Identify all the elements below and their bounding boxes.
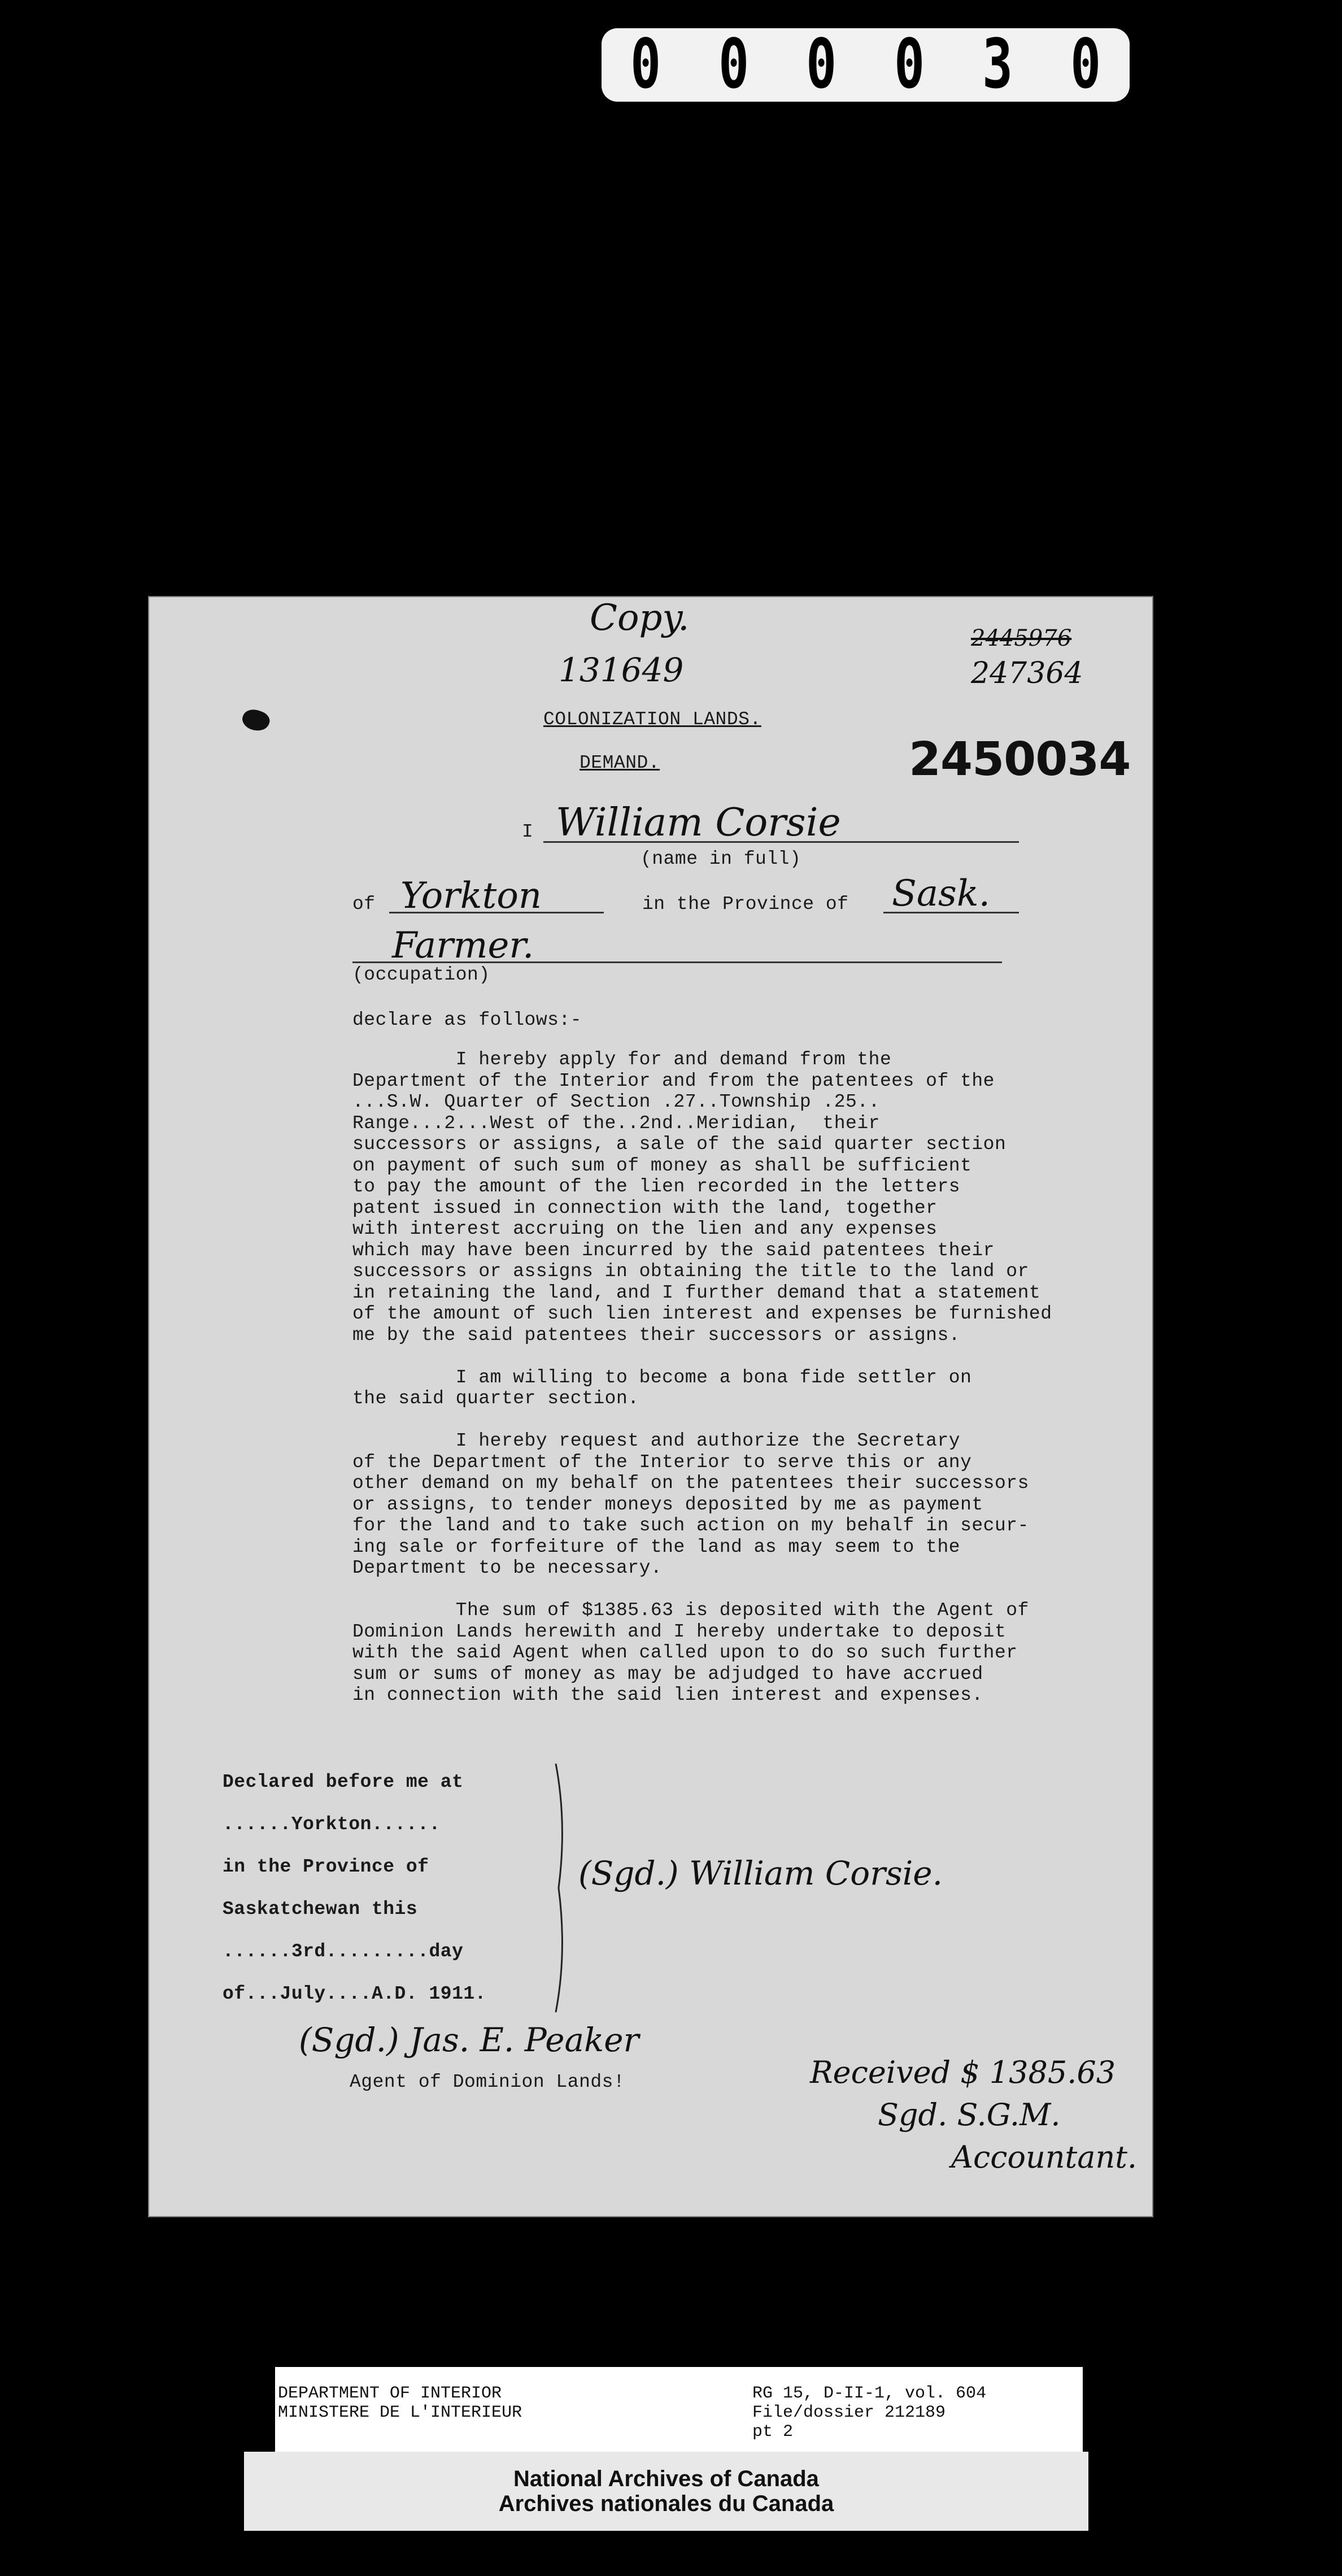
annotation-number: 131649 [559, 651, 684, 689]
body-line: on payment of such sum of money as shall be sufficient [352, 1155, 972, 1176]
receipt-line: Accountant. [951, 2139, 1138, 2175]
heading: COLONIZATION LANDS. [543, 709, 761, 730]
town-name: Yorkton [400, 875, 542, 917]
body-line: I am willing to become a bona fide settler on [352, 1367, 972, 1388]
body-line [352, 1346, 1052, 1367]
body-line: of the Department of the Interior to serve this or any [352, 1451, 972, 1473]
body-line: or assigns, to tender moneys deposited by me as payment [352, 1494, 983, 1515]
applicant-signature: (Sgd.) William Corsie. [578, 1854, 943, 1892]
pronoun-i: I [522, 821, 534, 842]
declared-line: Declared before me at [223, 1772, 464, 1792]
department-line: DEPARTMENT OF INTERIOR [278, 2384, 502, 2403]
body-line: of the amount of such lien interest and expenses be furnished [352, 1303, 1052, 1324]
frame-digit: 0 [806, 25, 837, 104]
agent-signature: (Sgd.) Jas. E. Peaker [299, 2021, 639, 2059]
body-line: successors or assigns in obtaining the title to the land or [352, 1261, 1029, 1282]
reference-line: RG 15, D-II-1, vol. 604 [752, 2384, 987, 2403]
body-line [352, 1409, 1052, 1431]
department-line: MINISTERE DE L'INTERIEUR [278, 2403, 522, 2422]
body-text [352, 1049, 1052, 1706]
document-page [148, 596, 1153, 2217]
archive-title-fr: Archives nationales du Canada [498, 2491, 834, 2516]
body-line [352, 1579, 1052, 1600]
frame-counter [602, 25, 1130, 104]
declaration-block [223, 1761, 486, 2015]
body-line: successors or assigns, a sale of the said quarter section [352, 1134, 1006, 1155]
applicant-name: William Corsie [556, 800, 841, 845]
bracket [553, 1761, 570, 2015]
subheading: DEMAND. [580, 752, 660, 773]
body-line: ...S.W. Quarter of Section .27..Township .25.. [352, 1091, 880, 1112]
body-line: Dominion Lands herewith and I hereby undertake to deposit [352, 1621, 1006, 1642]
annotation-copy: Copy. [590, 597, 690, 639]
receipt-line: Sgd. S.G.M. [878, 2097, 1061, 2133]
body-line: ing sale or forfeiture of the land as may seem to the [352, 1536, 961, 1557]
occupation: Farmer. [392, 925, 534, 967]
town-line [389, 912, 604, 913]
body-line: sum or sums of money as may be adjudged to have accrued [352, 1663, 983, 1685]
bracket-icon [553, 1761, 570, 2015]
province-line [883, 912, 1019, 913]
frame-digit: 0 [630, 25, 661, 104]
province-label: in the Province of [642, 894, 849, 915]
occupation-caption: (occupation) [352, 964, 490, 985]
occupation-line [352, 961, 1002, 963]
number-right: 247364 [971, 656, 1083, 690]
body-line: the said quarter section. [352, 1388, 639, 1409]
frame-digit: 0 [894, 25, 925, 104]
body-line: other demand on my behalf on the patentees their successors [352, 1473, 1029, 1494]
declared-line: of...July....A.D. 1911. [223, 1983, 486, 2004]
body-line: with the said Agent when called upon to do so such further [352, 1642, 1018, 1663]
body-line: for the land and to take such action on my behalf in secur- [352, 1515, 1029, 1536]
declare-line: declare as follows:- [352, 1009, 582, 1030]
body-line: which may have been incurred by the said patentees their [352, 1239, 995, 1261]
body-line: in retaining the land, and I further demand that a statement [352, 1282, 1041, 1303]
body-line: Department to be necessary. [352, 1557, 663, 1578]
body-line: in connection with the said lien interest and expenses. [352, 1685, 983, 1705]
agent-title: Agent of Dominion Lands! [350, 2072, 625, 2092]
frame-digit: 3 [982, 25, 1013, 104]
reference-line: pt 2 [752, 2422, 794, 2442]
body-line: Department of the Interior and from the patentees of the [352, 1070, 995, 1091]
frame-digit: 0 [1070, 25, 1101, 104]
body-line: me by the said patentees their successors or assigns. [352, 1324, 961, 1346]
stamp-number: 2450034 [909, 733, 1131, 786]
province-name: Sask. [892, 873, 990, 915]
body-line: I hereby apply for and demand from the [352, 1049, 892, 1070]
body-line: with interest accruing on the lien and any expenses [352, 1219, 938, 1239]
frame-digit: 0 [718, 25, 749, 104]
receipt-line: Received $ 1385.63 [810, 2055, 1116, 2090]
declared-line: ......3rd.........day [223, 1941, 464, 1962]
body-line: patent issued in connection with the land, together [352, 1197, 938, 1219]
of-label: of [352, 894, 376, 915]
declared-line: ......Yorkton...... [223, 1814, 441, 1835]
declared-line: in the Province of [223, 1856, 429, 1877]
ink-blot [239, 706, 272, 734]
body-line: Range...2...West of the..2nd..Meridian, their [352, 1112, 880, 1134]
body-line: to pay the amount of the lien recorded in the letters [352, 1176, 961, 1197]
crossed-number: 2445976 [971, 625, 1072, 651]
archive-title-en: National Archives of Canada [513, 2466, 819, 2491]
archive-label-title [244, 2452, 1088, 2531]
archive-label-reference [275, 2367, 1083, 2452]
name-caption: (name in full) [640, 848, 801, 869]
declared-line: Saskatchewan this [223, 1899, 418, 1920]
name-line [543, 841, 1019, 843]
body-line: I hereby request and authorize the Secretary [352, 1430, 961, 1451]
reference-line: File/dossier 212189 [752, 2403, 946, 2422]
body-line: The sum of $1385.63 is deposited with the Agent of [352, 1600, 1029, 1621]
